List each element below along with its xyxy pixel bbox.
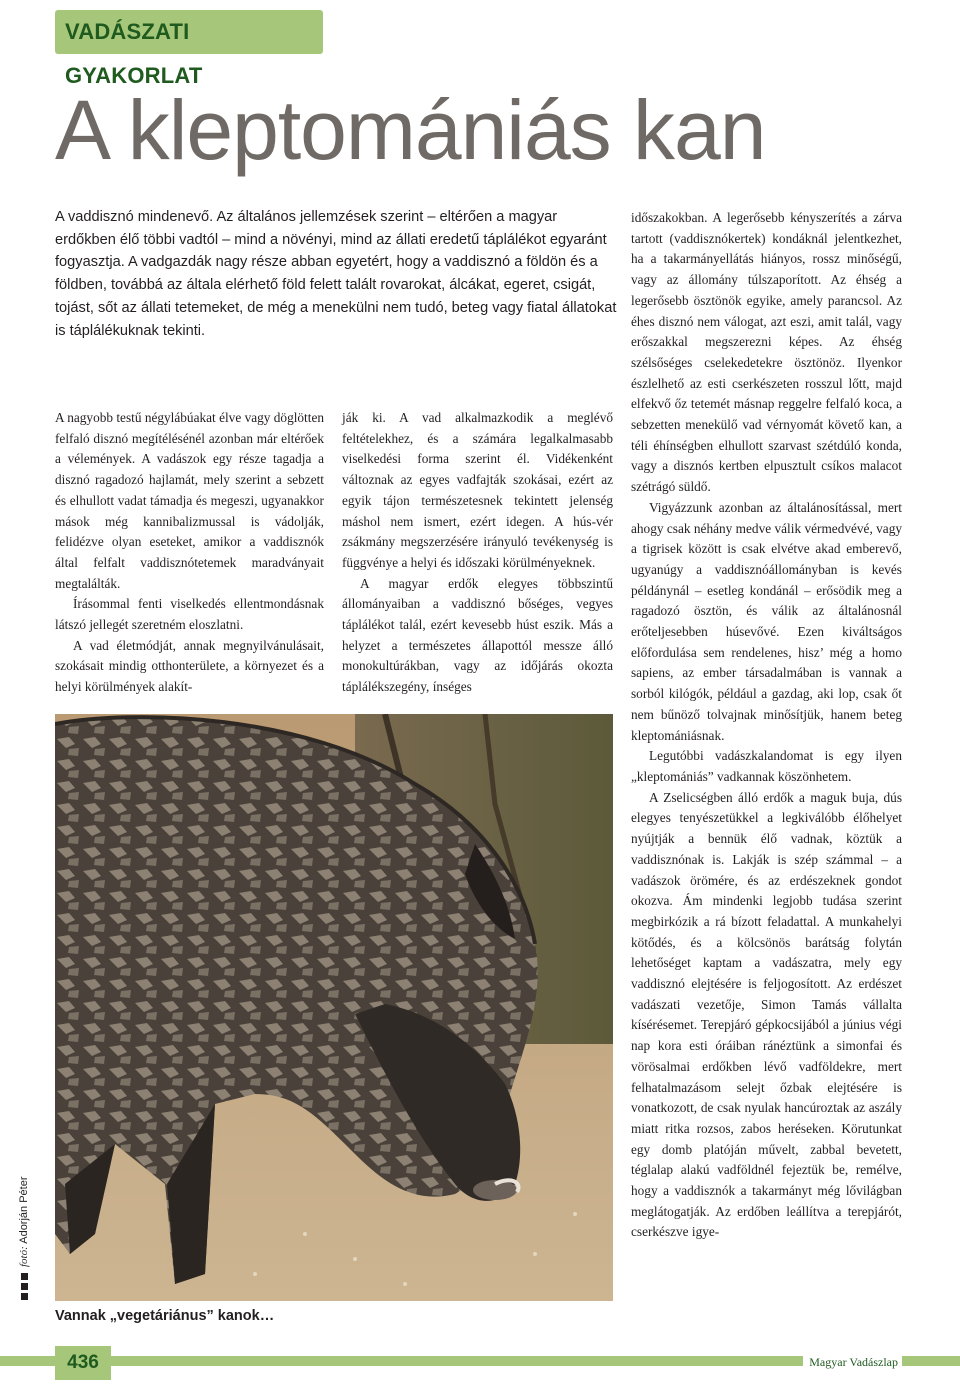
square-icon: [21, 1293, 28, 1300]
photo-credit-name: Adorján Péter: [18, 1176, 30, 1244]
article-title: A kleptomániás kan: [55, 83, 766, 177]
photo-credit-label: fotó:: [18, 1246, 30, 1267]
square-icon: [21, 1283, 28, 1290]
paragraph: A Zselicségben álló erdők a maguk buja, dús elegyes tenyészetükkel a legkiválóbb élőhelyet nyújtják a bennük élő vadnak, köztük a vaddisznónak is. Lakják is szép számmal – a vadászok örömére, és az erdészeknek gondot okozva. Ám mindenki legjobb tudása szerint megbirkózik a rá bízott feladattal. A munkahelyi kötődés, és a kölcsönös barátság folytán lehetőséget kaptam a vadászatra, mely egy vaddisznó elejtésére is feljogosított. Az erdészet vadászati vezetője, Simon Tamás vállalta kísérésemet. Terepjáró gépkocsijából a június végi nap kora esti óráiban ránéztünk a simonfai és vörösalmai erdőkben lévő vadföldekre, mert felhatalmazásom selejt őzbak elejtésére is vonatkozott, de csak nyulak hancúroztak az aszály miatt ritka rozsos, zabos heréseken. Körutunkat egy domb platóján művelt, zabbal bevetett, téglalap alakú vadföldnél fejeztük be, remélve, hogy a vaddisznók a takarmányt még lővilágban meglátogatják. Az erdőben leállítva a terepjárót, cserkészve igye-: [631, 789, 902, 1240]
paragraph: Vigyázzunk azonban az általánosítással, mert ahogy csak néhány medve válik vérmedvévé, vagy a tigrisek között is csak elvétve akad emberevő, ugyanúgy a vaddisznóállományban is kevés példánynál – esetleg kondánál – erősödik meg a ragadozó ösztön, és válik az általánosnál erőteljesebben húsevővé. Ezen kiváltságos előfordulása sem rendelenes, hisz’ még a homo sapiens, az ember társadalmában is vannak a sorból kilógók, például a gazdag, aki lop, csak őt nem bűnöző tolvajnak minősítjük, hanem beteg kleptomániásnak.: [631, 499, 902, 743]
text-column-2: [342, 408, 613, 698]
text-column-1: [55, 408, 324, 698]
magazine-name: Magyar Vadászlap: [803, 1355, 902, 1369]
photo-caption: Vannak „vegetáriánus” kanok…: [55, 1308, 275, 1324]
paragraph: A vad életmódját, annak megnyilvánulásait, szokásait mindig otthonterülete, a környezet és a helyi körülmények alakít-: [55, 637, 324, 695]
photo-credit: [18, 1177, 30, 1301]
page-number: 436: [55, 1346, 111, 1380]
paragraph: időszakokban. A legerősebb kényszerítés a zárva tartott (vaddisznókertek) kondáknál jelentkezhet, ha a takarmányellátás hiányos, rossz minőségű, vagy az állomány túlszaporított. Az éhség a legerősebb ösztönök egyike, amely parancsol. Az éhes disznó nem válogat, azt eszi, amit talál, vagy erőszakkal megszerezni képes. Az éhség szélsőséges cselekedetekre ösztönöz. Ilyenkor észlelhető az esti cserkészeten rosszul lőtt, majd elfekvő őz tetemét másnap reggelre felfaló koca, a sebzetten menekülő vad vérnyomát követő kan, a téli éhínségben elhullott szarvast szétdúló konda, vagy a disznós kertben elpusztult csíkos malacot szétrágó süldő.: [631, 210, 902, 495]
paragraph: A magyar erdők elegyes többszintű állományaiban a vaddisznó bőséges, vegyes táplálékot talál, ezért kevesebb húst eszik. Más a helyzet a természetes állapottól messze álló monokultúrákban, vagy az időjárás okozta táplálékszegény, ínséges: [342, 575, 613, 695]
paragraph: Írásommal fenti viselkedés ellentmondásnak látszó jellegét szeretném eloszlatni.: [55, 596, 324, 633]
square-icon: [21, 1273, 28, 1280]
article-lead: A vaddisznó mindenevő. Az általános jellemzések szerint – eltérően a magyar erdőkben élő többi vadtól – mind a növényi, mind az állati eredetű táplálékot egyaránt fogyasztja. A vadgazdák nagy része abban egyetért, hogy a vaddisznó a földön és a földben, továbbá az általa elérhető föld felett talált rovarokat, álcákat, egeret, csigát, tojást, sőt az állati tetemeket, de még a menekülni nem tudó, beteg vagy fiatal állatokat is táplálékuknak tekinti.: [55, 209, 617, 339]
wild-boar-photo: [55, 714, 613, 1301]
text-column-3: [631, 208, 902, 1243]
section-label: VADÁSZATI GYAKORLAT: [55, 10, 323, 54]
paragraph: ják ki. A vad alkalmazkodik a meglévő feltételekhez, és a számára legalkalmasabb viselkedési forma szerint él. Vidékenként változnak az egyes vadfajták szokásai, ezért az egyik tájon természetesnek tekintett jelenség máshol nem ismert, ezért idegen. A hús-vér zsákmány megszerzésére irányuló tevékenység is függvénye a helyi és időszaki körülményeknek.: [342, 410, 613, 570]
paragraph: A nagyobb testű négylábúakat élve vagy döglötten felfaló disznó megítélésénél azonban már eltérőek a vélemények. A vadászok egy része tagadja a disznó ragadozó hajlamát, mely szerint a sebzett és elhullott vadat támadja és megeszi, ugyanakkor mások még kannibalizmussal is vádolják, felidézve olyan eseteket, amikor a vaddisznók által felfalt vaddisznótetemek maradványait megtalálták.: [55, 410, 324, 591]
paragraph: Legutóbbi vadászkalandomat is egy ilyen „kleptomániás” vadkannak köszönhetem.: [631, 748, 902, 784]
